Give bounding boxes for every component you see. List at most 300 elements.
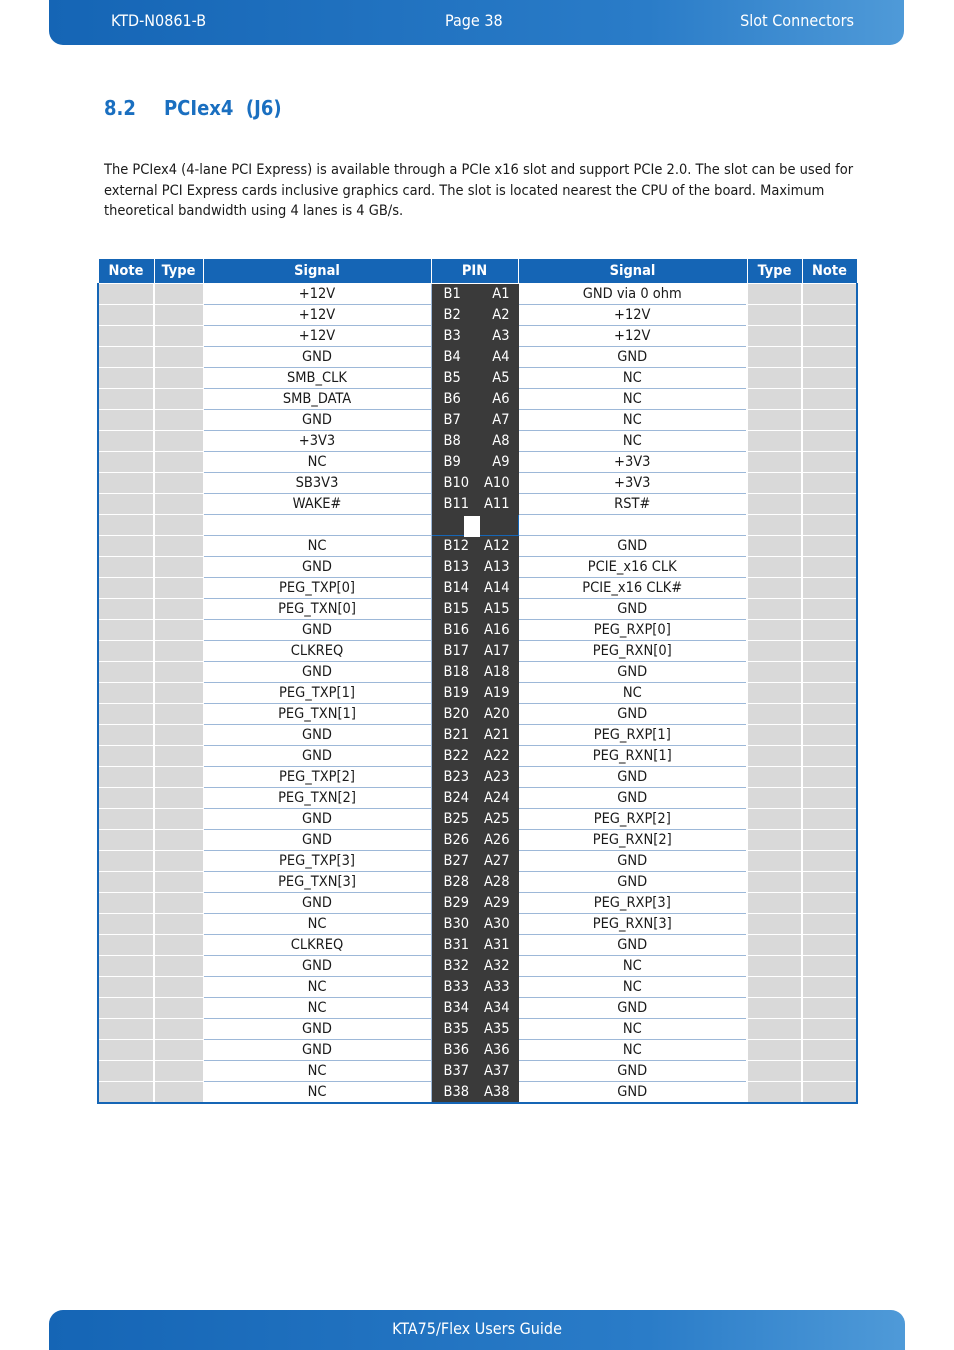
- note-cell: [98, 347, 154, 368]
- signal-a-cell: +12V: [518, 305, 747, 326]
- signal-b-cell: PEG_TXN[3]: [203, 872, 431, 893]
- type-cell: [747, 452, 802, 473]
- pin-b: B6: [443, 391, 461, 407]
- signal-a-cell: +3V3: [518, 473, 747, 494]
- signal-a-cell: GND: [518, 1061, 747, 1082]
- table-row: [98, 452, 857, 473]
- type-cell: [747, 599, 802, 620]
- table-row: [98, 620, 857, 641]
- pin-b: B36: [443, 1042, 470, 1058]
- pin-cell: [431, 704, 518, 725]
- pin-a: A5: [492, 370, 510, 386]
- signal-a-cell: PEG_RXN[1]: [518, 746, 747, 767]
- type-cell: [747, 389, 802, 410]
- type-cell: [747, 767, 802, 788]
- type-cell: [747, 557, 802, 578]
- type-cell: [747, 347, 802, 368]
- pin-a: A13: [483, 559, 510, 575]
- signal-b-cell: PEG_TXN[0]: [203, 599, 431, 620]
- pin-b: B14: [443, 580, 470, 596]
- pin-cell: [431, 368, 518, 389]
- type-cell: [154, 1082, 203, 1104]
- note-cell: [98, 683, 154, 704]
- type-cell: [747, 473, 802, 494]
- signal-a-cell: PEG_RXP[1]: [518, 725, 747, 746]
- pin-b: B26: [443, 832, 470, 848]
- pin-cell: [431, 746, 518, 767]
- signal-a-cell: PEG_RXN[0]: [518, 641, 747, 662]
- note-cell: [802, 1019, 857, 1040]
- type-cell: [154, 641, 203, 662]
- pin-cell: [431, 473, 518, 494]
- type-cell: [154, 347, 203, 368]
- pin-cell: [431, 494, 518, 515]
- pin-b: B20: [443, 706, 470, 722]
- pin-b: B18: [443, 664, 470, 680]
- note-cell: [802, 788, 857, 809]
- type-cell: [154, 788, 203, 809]
- table-row: [98, 1040, 857, 1061]
- type-cell: [154, 410, 203, 431]
- note-cell: [802, 704, 857, 725]
- pin-cell: [431, 662, 518, 683]
- table-row: [98, 788, 857, 809]
- section-title: PCIex4 (J6): [164, 96, 282, 120]
- pin-a: A9: [492, 454, 510, 470]
- table-row: [98, 494, 857, 515]
- table-row: [98, 1082, 857, 1104]
- signal-a-cell: GND: [518, 767, 747, 788]
- pin-b: B1: [443, 286, 461, 302]
- pin-a: A38: [483, 1084, 510, 1100]
- type-cell: [747, 620, 802, 641]
- pin-a: A17: [483, 643, 510, 659]
- note-cell: [802, 683, 857, 704]
- table-row: [98, 305, 857, 326]
- note-cell: [98, 473, 154, 494]
- note-cell: [98, 326, 154, 347]
- signal-a-cell: PCIE_x16 CLK#: [518, 578, 747, 599]
- pin-cell: [431, 305, 518, 326]
- type-cell: [747, 431, 802, 452]
- pin-a: A18: [483, 664, 510, 680]
- pin-cell: [431, 956, 518, 977]
- type-cell: [747, 1040, 802, 1061]
- pin-a: A12: [483, 538, 510, 554]
- pin-b: B16: [443, 622, 470, 638]
- pin-a: A6: [492, 391, 510, 407]
- type-cell: [154, 746, 203, 767]
- note-cell: [98, 578, 154, 599]
- pin-b: B34: [443, 1000, 470, 1016]
- signal-a-cell: GND: [518, 788, 747, 809]
- pin-a: A34: [483, 1000, 510, 1016]
- table-row: [98, 725, 857, 746]
- table-row: [98, 830, 857, 851]
- pin-a: A2: [492, 307, 510, 323]
- note-cell: [802, 641, 857, 662]
- note-cell: [802, 956, 857, 977]
- pin-b: B33: [443, 979, 470, 995]
- note-cell: [98, 431, 154, 452]
- type-cell: [154, 368, 203, 389]
- signal-a-cell: RST#: [518, 494, 747, 515]
- table-row: [98, 767, 857, 788]
- pin-b: B37: [443, 1063, 470, 1079]
- type-cell: [747, 368, 802, 389]
- note-cell: [98, 410, 154, 431]
- pin-cell: [431, 1040, 518, 1061]
- signal-b-cell: NC: [203, 536, 431, 557]
- pin-cell: [431, 1082, 518, 1104]
- connector-key-notch: [464, 516, 480, 537]
- signal-b-cell: NC: [203, 914, 431, 935]
- note-cell: [802, 1082, 857, 1104]
- note-cell: [802, 977, 857, 998]
- note-cell: [802, 305, 857, 326]
- type-cell: [154, 578, 203, 599]
- pin-b: B11: [443, 496, 470, 512]
- note-cell: [802, 767, 857, 788]
- pin-cell: [431, 389, 518, 410]
- table-row: [98, 578, 857, 599]
- pin-a: A23: [483, 769, 510, 785]
- note-cell: [802, 494, 857, 515]
- pin-b: B10: [443, 475, 470, 491]
- note-cell: [802, 431, 857, 452]
- header-type-b: Type: [154, 259, 203, 284]
- pin-a: A35: [483, 1021, 510, 1037]
- note-cell: [802, 326, 857, 347]
- note-cell: [98, 599, 154, 620]
- signal-a-cell: GND: [518, 347, 747, 368]
- pin-a: A30: [483, 916, 510, 932]
- pin-b: B25: [443, 811, 470, 827]
- table-row: [98, 473, 857, 494]
- type-cell: [154, 851, 203, 872]
- pin-b: B13: [443, 559, 470, 575]
- note-cell: [98, 641, 154, 662]
- type-cell: [747, 998, 802, 1019]
- page-number: Page 38: [445, 11, 503, 30]
- pin-b: B12: [443, 538, 470, 554]
- note-cell: [802, 389, 857, 410]
- type-cell: [154, 662, 203, 683]
- signal-b-cell: +12V: [203, 305, 431, 326]
- signal-b-cell: PEG_TXP[0]: [203, 578, 431, 599]
- type-cell: [747, 1061, 802, 1082]
- pin-cell: [431, 326, 518, 347]
- note-cell: [98, 1040, 154, 1061]
- signal-b-cell: PEG_TXP[2]: [203, 767, 431, 788]
- pin-a: A25: [483, 811, 510, 827]
- pin-b: B19: [443, 685, 470, 701]
- note-cell: [802, 515, 857, 536]
- note-cell: [802, 578, 857, 599]
- type-cell: [154, 305, 203, 326]
- type-cell: [154, 515, 203, 536]
- note-cell: [98, 872, 154, 893]
- signal-a-cell: NC: [518, 431, 747, 452]
- pin-b: B27: [443, 853, 470, 869]
- pin-cell: [431, 788, 518, 809]
- signal-a-cell: GND: [518, 935, 747, 956]
- pin-a: A26: [483, 832, 510, 848]
- signal-b-cell: CLKREQ: [203, 935, 431, 956]
- signal-a-cell: PCIE_x16 CLK: [518, 557, 747, 578]
- table-row: [98, 956, 857, 977]
- signal-b-cell: WAKE#: [203, 494, 431, 515]
- note-cell: [98, 767, 154, 788]
- signal-a-cell: NC: [518, 368, 747, 389]
- signal-b-cell: GND: [203, 1040, 431, 1061]
- table-header-row: [98, 259, 857, 284]
- signal-a-cell: GND: [518, 1082, 747, 1104]
- type-cell: [154, 473, 203, 494]
- signal-b-cell: NC: [203, 452, 431, 473]
- note-cell: [98, 305, 154, 326]
- pin-cell: [431, 977, 518, 998]
- table-row: [98, 347, 857, 368]
- table-row: [98, 935, 857, 956]
- pin-a: A37: [483, 1063, 510, 1079]
- note-cell: [98, 536, 154, 557]
- pin-a: A21: [483, 727, 510, 743]
- note-cell: [98, 515, 154, 536]
- type-cell: [747, 494, 802, 515]
- type-cell: [747, 1082, 802, 1104]
- pin-b: B8: [443, 433, 461, 449]
- table-row: [98, 536, 857, 557]
- note-cell: [98, 1082, 154, 1104]
- pin-cell: [431, 284, 518, 305]
- signal-a-cell: PEG_RXN[3]: [518, 914, 747, 935]
- pin-cell: [431, 851, 518, 872]
- pin-a: A1: [492, 286, 510, 302]
- note-cell: [98, 977, 154, 998]
- note-cell: [98, 809, 154, 830]
- type-cell: [747, 830, 802, 851]
- table-row: [98, 809, 857, 830]
- pin-b: B3: [443, 328, 461, 344]
- type-cell: [747, 809, 802, 830]
- table-row: [98, 683, 857, 704]
- note-cell: [98, 1019, 154, 1040]
- pin-a: A32: [483, 958, 510, 974]
- signal-a-cell: NC: [518, 1040, 747, 1061]
- type-cell: [154, 557, 203, 578]
- signal-b-cell: PEG_TXN[1]: [203, 704, 431, 725]
- header-pin: PIN: [431, 259, 518, 284]
- table-row: [98, 599, 857, 620]
- type-cell: [154, 998, 203, 1019]
- pin-cell: [431, 452, 518, 473]
- section-name: Slot Connectors: [740, 11, 854, 30]
- type-cell: [747, 536, 802, 557]
- intro-paragraph: The PCIex4 (4-lane PCI Express) is available through a PCIe x16 slot and support PCIe 2.0. The slot can be used for external PCI Express cards inclusive graphics card. The slot is located nearest the CPU of the board. Maximum theoretical bandwidth using 4 lanes is 4 GB/s.: [104, 162, 854, 219]
- signal-a-cell: GND: [518, 536, 747, 557]
- note-cell: [98, 389, 154, 410]
- type-cell: [747, 872, 802, 893]
- type-cell: [154, 935, 203, 956]
- type-cell: [747, 305, 802, 326]
- pin-b: B5: [443, 370, 461, 386]
- type-cell: [154, 914, 203, 935]
- pin-cell: [431, 347, 518, 368]
- signal-a-cell: PEG_RXP[0]: [518, 620, 747, 641]
- table-row: [98, 851, 857, 872]
- type-cell: [154, 620, 203, 641]
- page-header: [49, 0, 904, 45]
- note-cell: [98, 788, 154, 809]
- pin-cell: [431, 620, 518, 641]
- note-cell: [802, 473, 857, 494]
- pin-cell: [431, 1061, 518, 1082]
- table-row: [98, 431, 857, 452]
- note-cell: [802, 452, 857, 473]
- note-cell: [98, 956, 154, 977]
- pin-b: B22: [443, 748, 470, 764]
- signal-b-cell: SMB_CLK: [203, 368, 431, 389]
- signal-b-cell: GND: [203, 809, 431, 830]
- signal-a-cell: GND: [518, 998, 747, 1019]
- note-cell: [98, 746, 154, 767]
- note-cell: [802, 557, 857, 578]
- pin-a: A16: [483, 622, 510, 638]
- signal-b-cell: GND: [203, 746, 431, 767]
- pin-a: A27: [483, 853, 510, 869]
- signal-a-cell: GND: [518, 872, 747, 893]
- header-signal-a: Signal: [518, 259, 747, 284]
- type-cell: [747, 641, 802, 662]
- note-cell: [802, 347, 857, 368]
- pin-a: A11: [483, 496, 510, 512]
- pin-b: B9: [443, 454, 461, 470]
- note-cell: [98, 662, 154, 683]
- type-cell: [154, 704, 203, 725]
- type-cell: [154, 872, 203, 893]
- signal-b-cell: PEG_TXN[2]: [203, 788, 431, 809]
- signal-a-cell: NC: [518, 977, 747, 998]
- pin-b: B32: [443, 958, 470, 974]
- note-cell: [98, 1061, 154, 1082]
- note-cell: [98, 914, 154, 935]
- signal-a-cell: GND via 0 ohm: [518, 284, 747, 305]
- table-row-key: [98, 515, 857, 536]
- signal-a-cell: PEG_RXP[3]: [518, 893, 747, 914]
- table-body: [98, 284, 857, 1104]
- signal-b-cell: PEG_TXP[3]: [203, 851, 431, 872]
- type-cell: [154, 452, 203, 473]
- pin-cell: [431, 998, 518, 1019]
- table-row: [98, 893, 857, 914]
- note-cell: [802, 809, 857, 830]
- note-cell: [802, 620, 857, 641]
- note-cell: [98, 851, 154, 872]
- signal-b-cell: NC: [203, 1082, 431, 1104]
- pin-a: A14: [483, 580, 510, 596]
- signal-a-cell: GND: [518, 662, 747, 683]
- note-cell: [802, 1040, 857, 1061]
- type-cell: [747, 662, 802, 683]
- note-cell: [802, 662, 857, 683]
- note-cell: [98, 935, 154, 956]
- pin-cell: [431, 914, 518, 935]
- type-cell: [747, 284, 802, 305]
- type-cell: [154, 389, 203, 410]
- pin-a: A4: [492, 349, 510, 365]
- pin-cell: [431, 1019, 518, 1040]
- table-row: [98, 389, 857, 410]
- pin-b: B7: [443, 412, 461, 428]
- type-cell: [747, 788, 802, 809]
- type-cell: [154, 494, 203, 515]
- signal-b-cell: GND: [203, 1019, 431, 1040]
- signal-b-cell: GND: [203, 893, 431, 914]
- type-cell: [154, 284, 203, 305]
- signal-a-cell: NC: [518, 683, 747, 704]
- signal-a-cell: PEG_RXN[2]: [518, 830, 747, 851]
- section-number: 8.2: [104, 96, 136, 120]
- pin-a: A33: [483, 979, 510, 995]
- pin-cell: [431, 536, 518, 557]
- signal-a-cell: NC: [518, 410, 747, 431]
- note-cell: [98, 284, 154, 305]
- note-cell: [802, 935, 857, 956]
- signal-b-cell: GND: [203, 347, 431, 368]
- type-cell: [154, 725, 203, 746]
- note-cell: [98, 494, 154, 515]
- note-cell: [802, 893, 857, 914]
- pin-cell: [431, 893, 518, 914]
- type-cell: [154, 767, 203, 788]
- table-row: [98, 1019, 857, 1040]
- pin-cell: [431, 809, 518, 830]
- table-row: [98, 914, 857, 935]
- note-cell: [98, 704, 154, 725]
- pin-b: B24: [443, 790, 470, 806]
- pin-cell: [431, 935, 518, 956]
- table-row: [98, 1061, 857, 1082]
- note-cell: [98, 893, 154, 914]
- type-cell: [154, 977, 203, 998]
- signal-b-cell: +12V: [203, 326, 431, 347]
- signal-b-cell: SMB_DATA: [203, 389, 431, 410]
- signal-a-cell: PEG_RXP[2]: [518, 809, 747, 830]
- note-cell: [802, 1061, 857, 1082]
- section-heading: [104, 96, 282, 120]
- note-cell: [98, 830, 154, 851]
- type-cell: [747, 725, 802, 746]
- pin-b: B35: [443, 1021, 470, 1037]
- pin-cell: [431, 431, 518, 452]
- type-cell: [747, 515, 802, 536]
- table-row: [98, 326, 857, 347]
- type-cell: [747, 704, 802, 725]
- type-cell: [154, 683, 203, 704]
- signal-a-cell: NC: [518, 1019, 747, 1040]
- note-cell: [98, 452, 154, 473]
- table-row: [98, 977, 857, 998]
- type-cell: [154, 326, 203, 347]
- note-cell: [802, 410, 857, 431]
- type-cell: [154, 830, 203, 851]
- type-cell: [747, 851, 802, 872]
- signal-b-cell: GND: [203, 557, 431, 578]
- table-row: [98, 284, 857, 305]
- header-note-b: Note: [98, 259, 154, 284]
- pin-cell: [431, 830, 518, 851]
